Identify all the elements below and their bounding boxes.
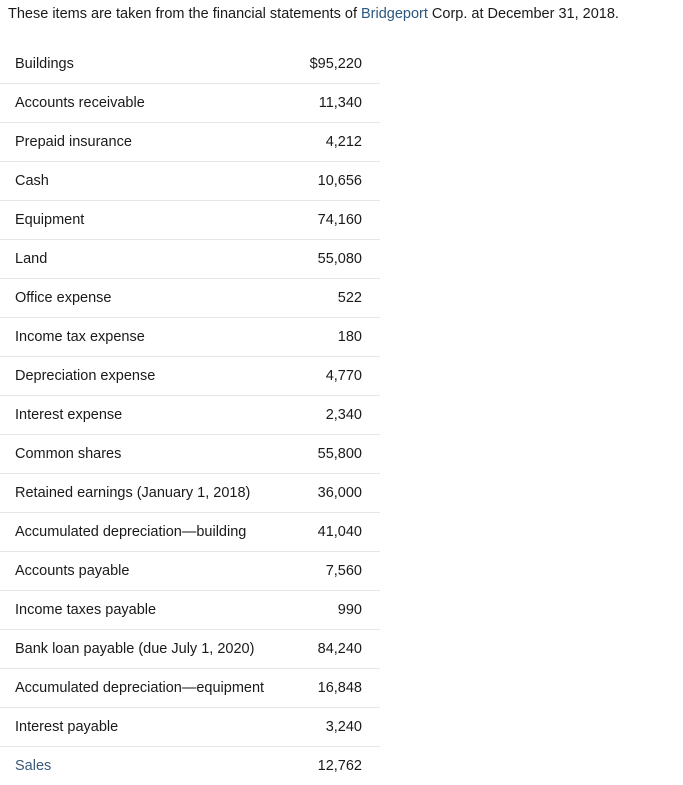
item-label: Retained earnings (January 1, 2018) bbox=[15, 485, 251, 501]
intro-after: Corp. at December 31, 2018. bbox=[427, 6, 619, 22]
item-value: 55,080 bbox=[317, 251, 362, 267]
item-label: Sales bbox=[15, 758, 52, 774]
table-row bbox=[0, 240, 380, 279]
item-value: 11,340 bbox=[318, 95, 362, 111]
item-label: Accounts receivable bbox=[15, 95, 145, 111]
item-label: Cash bbox=[15, 173, 49, 189]
financial-items-table bbox=[0, 45, 380, 785]
item-label: Land bbox=[15, 251, 48, 267]
item-label: Accumulated depreciation—building bbox=[15, 524, 247, 540]
table-row bbox=[0, 669, 380, 708]
item-value: 3,240 bbox=[325, 719, 362, 735]
item-label: Accounts payable bbox=[15, 563, 130, 579]
item-label: Interest payable bbox=[15, 719, 119, 735]
table-row bbox=[0, 591, 380, 630]
table-row bbox=[0, 708, 380, 747]
item-value: 2,340 bbox=[325, 407, 362, 423]
table-row bbox=[0, 435, 380, 474]
item-value: 7,560 bbox=[325, 563, 362, 579]
item-value: 84,240 bbox=[317, 641, 362, 657]
table-row bbox=[0, 513, 380, 552]
item-value: 16,848 bbox=[317, 680, 362, 696]
item-label: Accumulated depreciation—equipment bbox=[15, 680, 265, 696]
intro-text bbox=[8, 4, 619, 24]
item-value: 55,800 bbox=[317, 446, 362, 462]
item-value: 41,040 bbox=[317, 524, 362, 540]
table-row bbox=[0, 552, 380, 591]
table-row bbox=[0, 279, 380, 318]
intro-before: These items are taken from the financial statements of bbox=[8, 6, 361, 22]
table-row bbox=[0, 396, 380, 435]
item-label: Office expense bbox=[15, 290, 112, 306]
table-row bbox=[0, 318, 380, 357]
table-row bbox=[0, 747, 380, 785]
item-value: $95,220 bbox=[309, 56, 362, 72]
item-label: Income tax expense bbox=[15, 329, 145, 345]
item-label: Bank loan payable (due July 1, 2020) bbox=[15, 641, 255, 657]
item-label: Interest expense bbox=[15, 407, 123, 423]
table-row bbox=[0, 162, 380, 201]
item-value: 12,762 bbox=[317, 758, 362, 774]
table-row bbox=[0, 201, 380, 240]
item-value: 180 bbox=[337, 329, 362, 345]
table-row bbox=[0, 84, 380, 123]
item-value: 990 bbox=[337, 602, 362, 618]
item-value: 36,000 bbox=[317, 485, 362, 501]
item-label: Common shares bbox=[15, 446, 122, 462]
item-value: 522 bbox=[337, 290, 362, 306]
item-value: 4,770 bbox=[325, 368, 362, 384]
table-row bbox=[0, 45, 380, 84]
item-label: Depreciation expense bbox=[15, 368, 156, 384]
item-label: Prepaid insurance bbox=[15, 134, 132, 150]
table-row bbox=[0, 474, 380, 513]
table-row bbox=[0, 630, 380, 669]
table-row bbox=[0, 357, 380, 396]
item-value: 10,656 bbox=[317, 173, 362, 189]
item-label: Equipment bbox=[15, 212, 85, 228]
item-label: Buildings bbox=[15, 56, 74, 72]
table-row bbox=[0, 123, 380, 162]
item-value: 74,160 bbox=[317, 212, 362, 228]
item-value: 4,212 bbox=[325, 134, 362, 150]
item-label: Income taxes payable bbox=[15, 602, 157, 618]
company-name: Bridgeport bbox=[361, 6, 428, 22]
